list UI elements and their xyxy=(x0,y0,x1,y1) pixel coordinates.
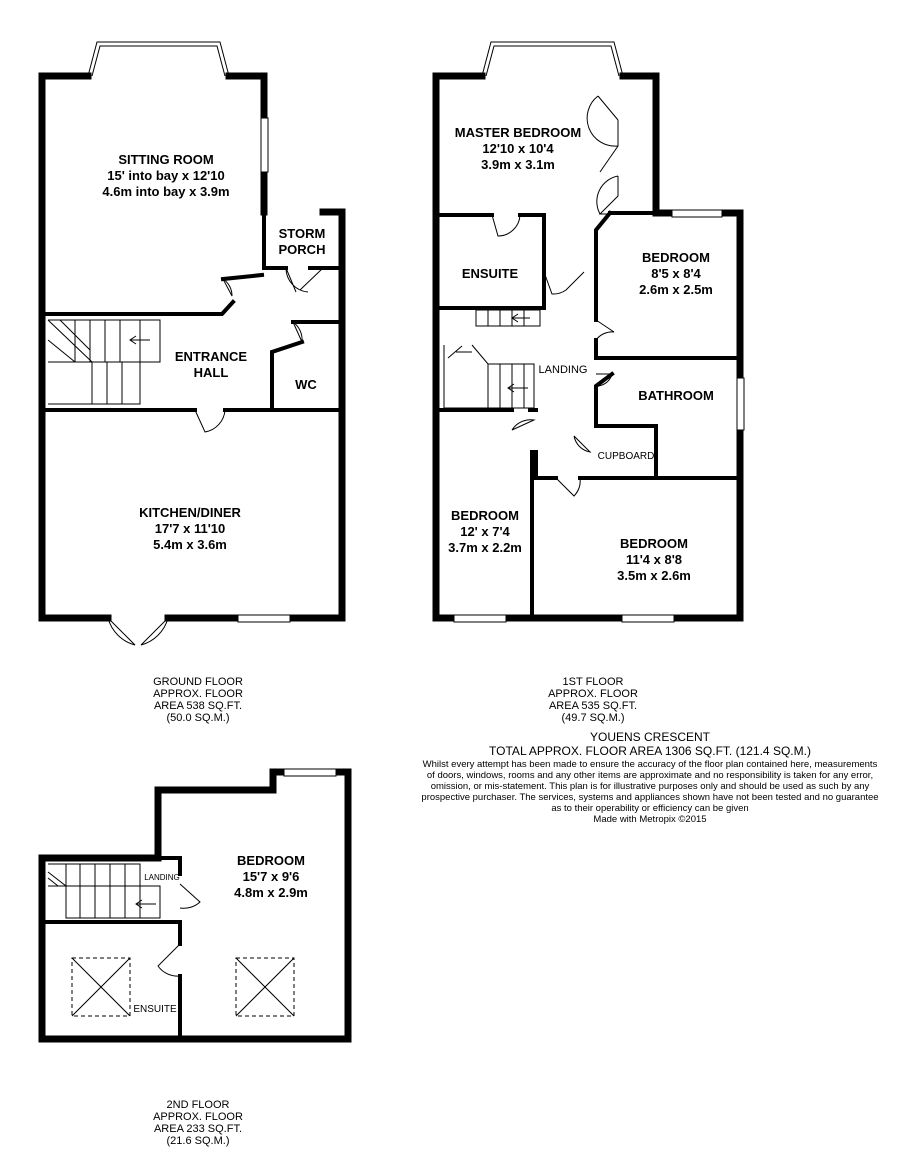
second-floor-landing-label: LANDING xyxy=(144,873,180,882)
first-floor-caption-line: 1ST FLOOR xyxy=(562,676,624,688)
kitchen-diner-dims-metric: 5.4m x 3.6m xyxy=(153,537,227,552)
ground-floor-caption-line: (50.0 SQ.M.) xyxy=(166,712,230,724)
sitting-room-bottom-wall xyxy=(42,302,233,314)
master-wardrobe-doors xyxy=(587,96,618,214)
master-bedroom-dims-imperial: 12'10 x 10'4 xyxy=(482,141,554,156)
first-floor-stairs xyxy=(444,310,540,408)
disclaimer-line: as to their operability or efficiency can be given xyxy=(551,803,749,814)
bedroom-skylight xyxy=(236,958,294,1016)
bedroom-3-dims-imperial: 12' x 7'4 xyxy=(460,524,510,539)
disclaimer-line: Whilst every attempt has been made to ensure the accuracy of the floor plan contained here, measurements xyxy=(422,759,878,770)
bedroom-2-name: BEDROOM xyxy=(642,250,710,265)
first-floor-caption xyxy=(513,676,673,724)
second-floor-plan xyxy=(42,769,348,1039)
entrance-hall-label-1: ENTRANCE xyxy=(174,349,248,364)
bedroom-divider xyxy=(532,452,740,618)
disclaimer-line: prospective purchaser. The services, systems and appliances shown have not been tested and no guarantee xyxy=(421,792,879,803)
sitting-room-bay-window xyxy=(88,42,229,76)
master-bedroom-name: MASTER BEDROOM xyxy=(454,125,582,140)
bedroom-4-name: BEDROOM xyxy=(620,536,688,551)
first-floor-caption-line: (49.7 SQ.M.) xyxy=(561,712,625,724)
ground-floor-caption-line: APPROX. FLOOR xyxy=(153,688,243,700)
sitting-room-dims-imperial: 15' into bay x 12'10 xyxy=(107,168,225,183)
ground-floor-caption-line: GROUND FLOOR xyxy=(153,676,243,688)
bathroom-label: BATHROOM xyxy=(638,388,714,403)
bedroom-2-dims-metric: 2.6m x 2.5m xyxy=(639,282,713,297)
bedroom-2-window xyxy=(672,210,722,217)
ground-floor-stairs xyxy=(48,320,160,404)
storm-porch-label-2: PORCH xyxy=(278,242,326,257)
landing-label: LANDING xyxy=(538,364,588,376)
credit-line: Made with Metropix ©2015 xyxy=(593,814,707,825)
kitchen-diner-dims-imperial: 17'7 x 11'10 xyxy=(154,521,226,536)
ground-floor-plan xyxy=(42,42,342,645)
bedroom-2-dims-imperial: 8'5 x 8'4 xyxy=(651,266,701,281)
second-floor-bedroom-dims-metric: 4.8m x 2.9m xyxy=(234,885,308,900)
second-floor-bedroom-dims-imperial: 15'7 x 9'6 xyxy=(242,869,300,884)
second-floor-caption-line: APPROX. FLOOR xyxy=(153,1111,243,1123)
ensuite-skylight xyxy=(72,958,130,1016)
sitting-room-side-window xyxy=(261,118,268,172)
master-bedroom-dims-metric: 3.9m x 3.1m xyxy=(481,157,555,172)
second-floor-caption-line: AREA 233 SQ.FT. xyxy=(153,1123,243,1135)
bedroom-3-window xyxy=(454,615,506,622)
sitting-room-dims-metric: 4.6m into bay x 3.9m xyxy=(102,184,230,199)
ground-floor-caption xyxy=(118,676,278,724)
second-floor-caption xyxy=(118,1099,278,1147)
bedroom-3-dims-metric: 3.7m x 2.2m xyxy=(448,540,522,555)
disclaimer-line: of doors, windows, rooms and any other items are approximate and no responsibility is taken for any error, xyxy=(426,770,874,781)
second-floor-caption-line: (21.6 SQ.M.) xyxy=(166,1135,230,1147)
disclaimer-line: omission, or mis-statement. This plan is for illustrative purposes only and should be used as such by any xyxy=(430,781,870,792)
bedroom-4-dims-metric: 3.5m x 2.6m xyxy=(617,568,691,583)
master-bedroom-bay-window xyxy=(482,42,623,76)
second-floor-bedroom-name: BEDROOM xyxy=(237,853,305,868)
first-floor-caption-line: AREA 535 SQ.FT. xyxy=(548,700,638,712)
storm-porch-label-1: STORM xyxy=(278,226,326,241)
second-floor-ensuite-label: ENSUITE xyxy=(133,1004,177,1015)
entrance-hall-label-2: HALL xyxy=(193,365,229,380)
bathroom-window xyxy=(737,378,744,430)
disclaimer xyxy=(390,759,900,825)
first-floor-plan xyxy=(436,42,744,622)
ensuite-label: ENSUITE xyxy=(461,266,519,281)
kitchen-french-doors xyxy=(108,618,168,645)
second-floor-caption-line: 2ND FLOOR xyxy=(166,1099,230,1111)
property-address: YOUENS CRESCENT xyxy=(589,730,711,744)
wc-walls xyxy=(272,322,342,410)
kitchen-window xyxy=(238,615,290,622)
sitting-room-name: SITTING ROOM xyxy=(118,152,214,167)
bedroom-4-dims-imperial: 11'4 x 8'8 xyxy=(625,552,683,567)
plan-summary xyxy=(390,730,900,825)
first-floor-caption-line: APPROX. FLOOR xyxy=(548,688,638,700)
kitchen-diner-name: KITCHEN/DINER xyxy=(139,505,241,520)
bedroom-3-name: BEDROOM xyxy=(451,508,519,523)
bedroom-4-window xyxy=(622,615,674,622)
second-floor-stairs xyxy=(48,864,160,918)
ground-floor-caption-line: AREA 538 SQ.FT. xyxy=(153,700,243,712)
cupboard-label: CUPBOARD xyxy=(597,451,655,462)
second-floor-bedroom-window xyxy=(284,769,336,776)
master-bedroom-bottom-wall xyxy=(436,215,544,308)
wc-label: WC xyxy=(295,377,317,392)
total-floor-area: TOTAL APPROX. FLOOR AREA 1306 SQ.FT. (121.4 SQ.M.) xyxy=(489,744,811,758)
